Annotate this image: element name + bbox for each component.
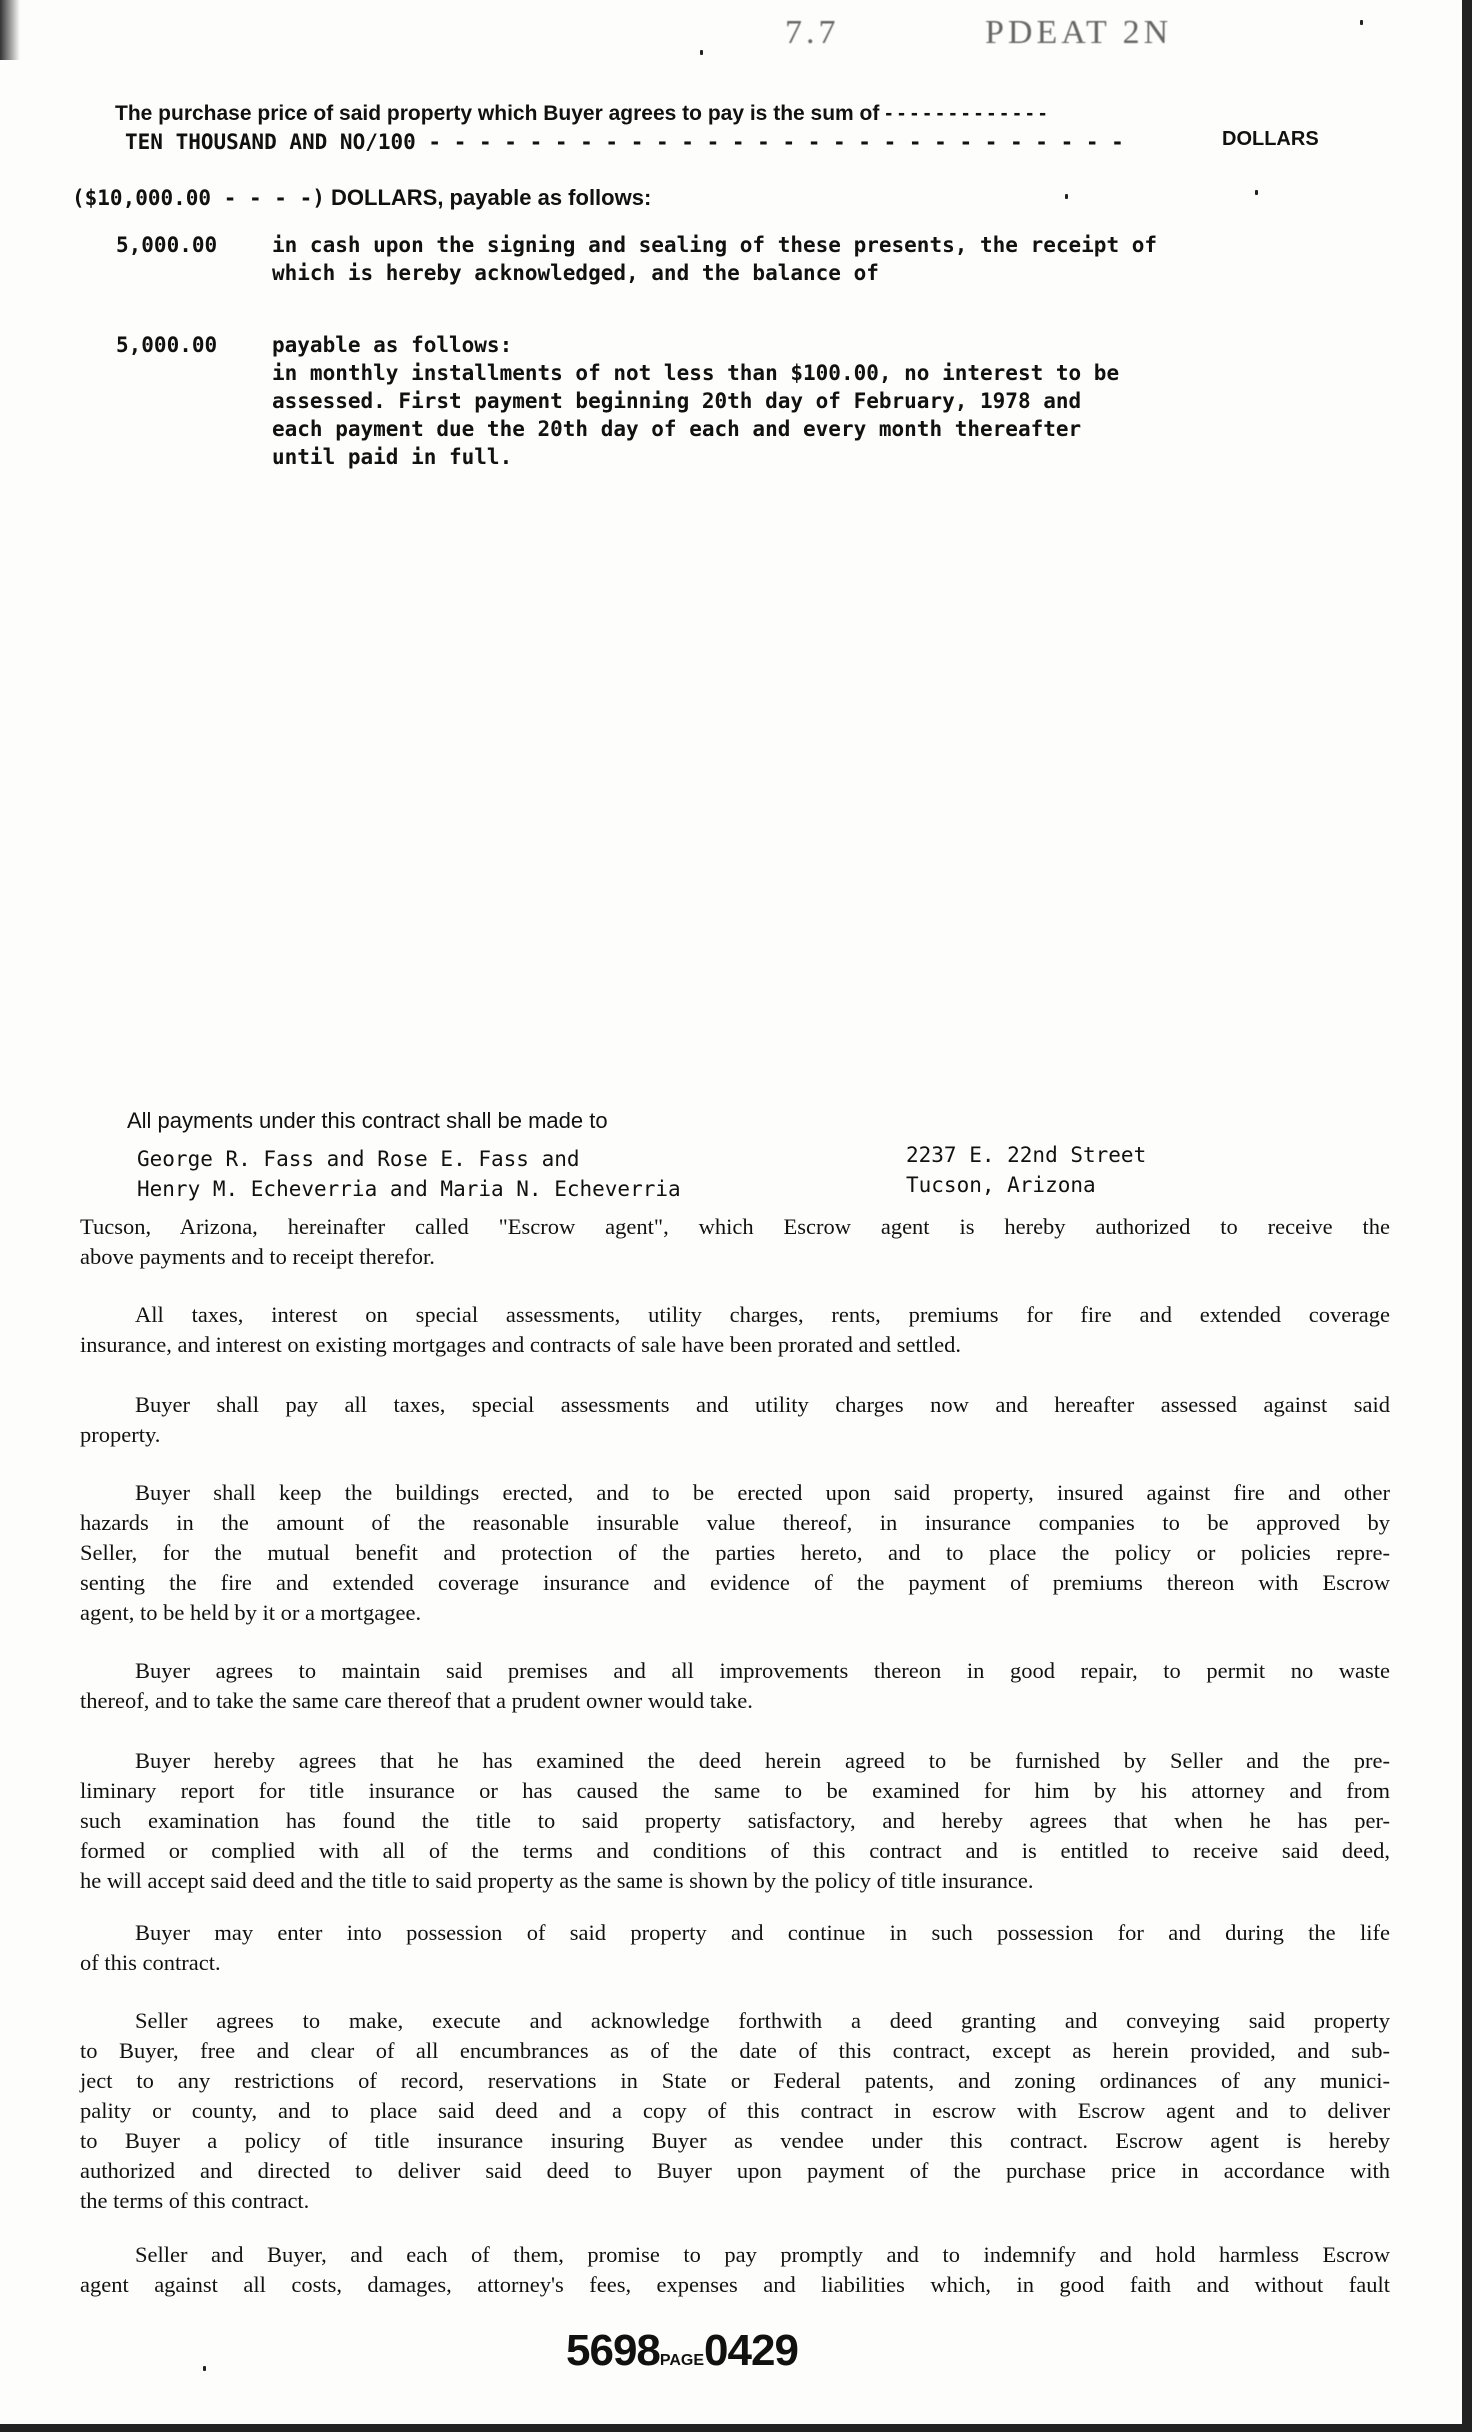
header-scrawl-right: PDEAT 2N	[985, 14, 1173, 51]
payment-line: until paid in full.	[272, 445, 513, 469]
page-label: PAGE	[659, 2352, 705, 2369]
paragraph-line: Buyer shall pay all taxes, special assessments and utility charges now and hereafter assessed against said	[135, 1392, 1390, 1417]
paragraph-line: to Buyer, free and clear of all encumbrances as of the date of this contract, except as herein provided, and sub-	[80, 2038, 1390, 2063]
dollars-label: DOLLARS	[1222, 128, 1319, 150]
payment-line: which is hereby acknowledged, and the balance of	[272, 261, 879, 285]
scan-speck	[203, 2366, 206, 2371]
scan-speck	[1255, 190, 1258, 195]
address-line: Tucson, Arizona	[906, 1173, 1096, 1197]
paragraph-line: Buyer may enter into possession of said property and continue in such possession for and during the life	[135, 1920, 1390, 1945]
contract-paragraph	[80, 1478, 1390, 1628]
paragraph-line: agent, to be held by it or a mortgagee.	[80, 1600, 422, 1625]
escrow-agent-names	[137, 1144, 681, 1204]
page-number: 0429	[704, 2326, 798, 2375]
paragraph-line: above payments and to receipt therefor.	[80, 1244, 435, 1269]
contract-paragraph	[80, 1212, 1390, 1272]
scan-speck	[1065, 194, 1068, 199]
paragraph-line: All taxes, interest on special assessments, utility charges, rents, premiums for fire and extended coverage	[135, 1302, 1390, 1327]
payment-terms-cash	[272, 231, 1272, 287]
paragraph-line: property.	[80, 1422, 161, 1447]
paragraph-line: Seller, for the mutual benefit and protection of the parties hereto, and to place the policy or policies repre-	[80, 1540, 1390, 1565]
payment-amount-balance: 5,000.00	[116, 333, 218, 357]
paragraph-line: he will accept said deed and the title to said property as the same is shown by the policy of title insurance.	[80, 1868, 1034, 1893]
escrow-name-line: George R. Fass and Rose E. Fass and	[137, 1147, 580, 1171]
paragraph-line: Buyer hereby agrees that he has examined the deed herein agreed to be furnished by Seller and the pre-	[135, 1748, 1390, 1773]
paragraph-line: Seller agrees to make, execute and acknowledge forthwith a deed granting and conveying said property	[135, 2008, 1390, 2033]
scan-speck	[1360, 20, 1363, 25]
contract-paragraph	[80, 1918, 1390, 1978]
payment-line: in monthly installments of not less than $100.00, no interest to be	[272, 361, 1120, 385]
purchase-price-sentence: The purchase price of said property which Buyer agrees to pay is the sum of - - - - - - - - - - - - -	[115, 102, 1047, 125]
amount-suffix: DOLLARS, payable as follows:	[331, 185, 652, 210]
contract-paragraph	[80, 1390, 1390, 1450]
paragraph-line: such examination has found the title to said property satisfactory, and hereby agrees that when he has per-	[80, 1808, 1390, 1833]
scan-edge-right	[1462, 0, 1472, 2432]
amount-figure-line	[72, 185, 651, 211]
header-scrawl-left: 7.7	[785, 14, 840, 51]
paragraph-line: pality or county, and to place said deed and a copy of this contract in escrow with Escrow agent and to deliver	[80, 2098, 1390, 2123]
book-number: 5698	[566, 2326, 660, 2375]
paragraph-line: to Buyer a policy of title insurance insuring Buyer as vendee under this contract. Escrow agent is hereby	[80, 2128, 1390, 2153]
paragraph-line: liminary report for title insurance or has caused the same to be examined for him by his attorney and from	[80, 1778, 1390, 1803]
payments-made-to: All payments under this contract shall be made to	[127, 1108, 608, 1133]
payment-line: assessed. First payment beginning 20th day of February, 1978 and	[272, 389, 1082, 413]
contract-paragraph	[80, 1746, 1390, 1896]
paragraph-line: ject to any restrictions of record, reservations in State or Federal patents, and zoning ordinances of any munici-	[80, 2068, 1390, 2093]
paragraph-line: of this contract.	[80, 1950, 221, 1975]
paragraph-line: agent against all costs, damages, attorney's fees, expenses and liabilities which, in good faith and without fault	[80, 2272, 1390, 2297]
paragraph-line: the terms of this contract.	[80, 2188, 310, 2213]
paragraph-line: senting the fire and extended coverage insurance and evidence of the payment of premiums thereon with Escrow	[80, 1570, 1390, 1595]
scan-edge-shadow	[0, 0, 20, 60]
amount-figure: ($10,000.00 - - - -)	[72, 186, 325, 210]
paragraph-line: formed or complied with all of the terms and conditions of this contract and is entitled to receive said deed,	[80, 1838, 1390, 1863]
paragraph-line: Buyer shall keep the buildings erected, and to be erected upon said property, insured against fire and other	[135, 1480, 1390, 1505]
payment-terms-balance	[272, 331, 1272, 471]
paragraph-line: Buyer agrees to maintain said premises and all improvements thereon in good repair, to permit no waste	[135, 1658, 1390, 1683]
escrow-name-line: Henry M. Echeverria and Maria N. Echeverria	[137, 1177, 681, 1201]
payment-line: payable as follows:	[272, 333, 513, 357]
scan-edge-bottom	[0, 2424, 1472, 2432]
contract-paragraph	[80, 2006, 1390, 2216]
payment-amount-cash: 5,000.00	[116, 233, 218, 257]
paragraph-line: Tucson, Arizona, hereinafter called "Escrow agent", which Escrow agent is hereby authorized to receive the	[80, 1214, 1390, 1239]
address-line: 2237 E. 22nd Street	[906, 1143, 1147, 1167]
contract-paragraph	[80, 1656, 1390, 1716]
contract-paragraph	[80, 2240, 1390, 2300]
paragraph-line: authorized and directed to deliver said deed to Buyer upon payment of the purchase price in accordance with	[80, 2158, 1390, 2183]
book-page-number	[566, 2326, 798, 2376]
escrow-agent-address	[906, 1140, 1146, 1200]
paragraph-line: Seller and Buyer, and each of them, promise to pay promptly and to indemnify and hold harmless Escrow	[135, 2242, 1390, 2267]
paragraph-line: thereof, and to take the same care thereof that a prudent owner would take.	[80, 1688, 753, 1713]
scan-speck	[700, 50, 703, 55]
paragraph-line: insurance, and interest on existing mortgages and contracts of sale have been prorated and settled.	[80, 1332, 961, 1357]
payment-line: in cash upon the signing and sealing of these presents, the receipt of	[272, 233, 1158, 257]
payment-line: each payment due the 20th day of each and every month thereafter	[272, 417, 1082, 441]
amount-in-words: TEN THOUSAND AND NO/100 - - - - - - - - - - - - - - - - - - - - - - - - - - - -	[125, 130, 1124, 154]
contract-paragraph	[80, 1300, 1390, 1360]
paragraph-line: hazards in the amount of the reasonable insurable value thereof, in insurance companies to be approved by	[80, 1510, 1390, 1535]
